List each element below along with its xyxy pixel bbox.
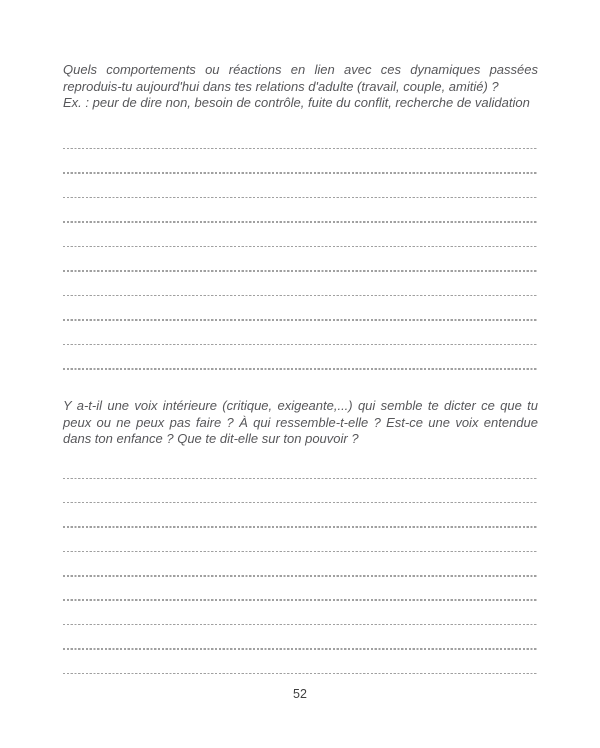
writing-line xyxy=(63,197,538,199)
writing-line xyxy=(63,575,538,577)
answer-lines-2 xyxy=(63,478,538,675)
question-block-2 xyxy=(63,398,538,448)
writing-line xyxy=(63,221,538,223)
example-text-1: Ex. : peur de dire non, besoin de contrôle, fuite du conflit, recherche de validation xyxy=(63,95,530,111)
question-text-2: Y a-t-il une voix intérieure (critique, exigeante,...) qui semble te dicter ce que tu peux ou ne peux pas faire ? À qui ressemble-t-elle ? Est-ce une voix entendue dans ton enfance ? Que te dit-elle sur ton pouvoir ? xyxy=(63,398,538,447)
writing-line xyxy=(63,148,538,150)
writing-line xyxy=(63,551,538,553)
writing-line xyxy=(63,624,538,626)
writing-line xyxy=(63,526,538,528)
writing-line xyxy=(63,502,538,504)
writing-line xyxy=(63,368,538,370)
writing-line xyxy=(63,673,538,675)
writing-line xyxy=(63,648,538,650)
question-block-1 xyxy=(63,62,538,112)
writing-line xyxy=(63,295,538,297)
writing-line xyxy=(63,319,538,321)
writing-line xyxy=(63,344,538,346)
writing-line xyxy=(63,246,538,248)
writing-line xyxy=(63,270,538,272)
writing-line xyxy=(63,599,538,601)
writing-line xyxy=(63,478,538,480)
answer-lines-1 xyxy=(63,148,538,370)
question-text-1: Quels comportements ou réactions en lien avec ces dynamiques passées reproduis-tu aujourd'hui dans tes relations d'adulte (travail, couple, amitié) ? xyxy=(63,62,538,94)
page-number: 52 xyxy=(293,687,307,701)
writing-line xyxy=(63,172,538,174)
